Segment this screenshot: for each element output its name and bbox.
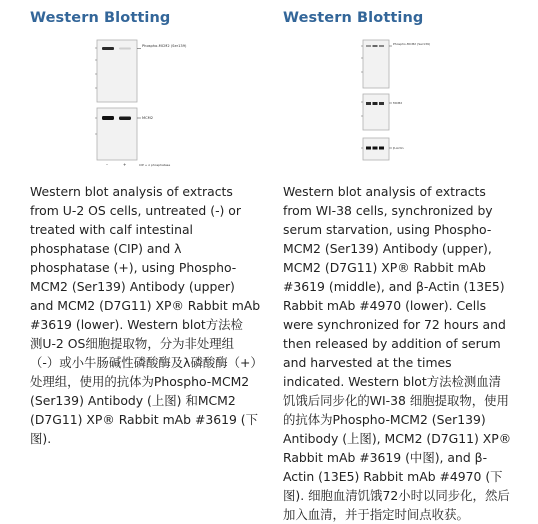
caption-line: Actin (13E5) Rabbit mAb #4970 (下 [283, 469, 503, 484]
caption-line: and harvested at the times [283, 355, 452, 370]
caption-line: Western blot analysis of extracts [283, 184, 486, 199]
caption-line: Rabbit mAb #4970 (lower). Cells [283, 298, 487, 313]
caption-line: MCM2 (Ser139) Antibody (upper) [30, 279, 235, 294]
caption-line: 测U-2 OS细胞提取物，分为非处理组 [30, 336, 235, 351]
caption-line: treated with calf intestinal [30, 222, 193, 237]
caption-line: #3619 (middle), and β-Actin (13E5) [283, 279, 505, 294]
caption-line: serum starvation, using Phospho- [283, 222, 492, 237]
caption-line: 图). [30, 431, 52, 446]
caption-line: were synchronized for 72 hours and [283, 317, 506, 332]
left-section-title: Western Blotting [30, 10, 171, 26]
right-blot-label-middle: MCM2 [393, 101, 403, 105]
caption-line: 饥饿后同步化的WI-38 细胞提取物，使用 [283, 393, 509, 408]
caption-line: from WI-38 cells, synchronized by [283, 203, 493, 218]
svg-text:+: + [123, 162, 127, 167]
right-western-blot-image [361, 38, 436, 168]
caption-line: MCM2 (Ser139) Antibody (upper), [283, 241, 492, 256]
left-blot-label-lower: MCM2 [142, 116, 153, 120]
left-blot-label-bottom: CIP + λ phosphatase [139, 163, 171, 167]
caption-line: Western blot analysis of extracts [30, 184, 233, 199]
caption-line: 加入血清，并于指定时间点收获。 [283, 507, 469, 522]
caption-line: （-）或小牛肠碱性磷酸酶及λ磷酸酶（+） [30, 355, 263, 370]
right-blot-label-upper: Phospho-MCM2 (Ser139) [393, 42, 431, 46]
caption-line: and MCM2 (D7G11) XP® Rabbit mAb [30, 298, 261, 313]
caption-line: 图). 细胞血清饥饿72小时以同步化，然后 [283, 488, 510, 503]
caption-line: Antibody (上图), MCM2 (D7G11) XP® [283, 431, 512, 446]
left-blot-label-upper: Phospho-MCM2 (Ser139) [142, 44, 187, 48]
caption-line: #3619 (lower). Western blot方法检 [30, 317, 243, 332]
caption-line: indicated. Western blot方法检测血清 [283, 374, 502, 389]
caption-line: phosphatase (CIP) and λ [30, 241, 182, 256]
svg-text:–: – [106, 162, 108, 167]
right-section-title: Western Blotting [283, 10, 424, 26]
caption-line: 处理组，使用的抗体为Phospho-MCM2 [30, 374, 250, 389]
caption-line: (Ser139) Antibody (上图) 和MCM2 [30, 393, 236, 408]
caption-line: Rabbit mAb #3619 (中图), and β- [283, 450, 488, 465]
caption-line: from U-2 OS cells, untreated (-) or [30, 203, 241, 218]
caption-line: phosphatase (+), using Phospho- [30, 260, 237, 275]
caption-line: (D7G11) XP® Rabbit mAb #3619 (下 [30, 412, 259, 427]
caption-line: 的抗体为Phospho-MCM2 (Ser139) [283, 412, 486, 427]
right-caption [283, 182, 515, 524]
caption-line: then released by addition of serum [283, 336, 501, 351]
left-western-blot-image [95, 38, 195, 170]
right-blot-label-lower: β-Actin [393, 146, 404, 150]
caption-line: MCM2 (D7G11) XP® Rabbit mAb [283, 260, 486, 275]
left-caption [30, 182, 262, 448]
